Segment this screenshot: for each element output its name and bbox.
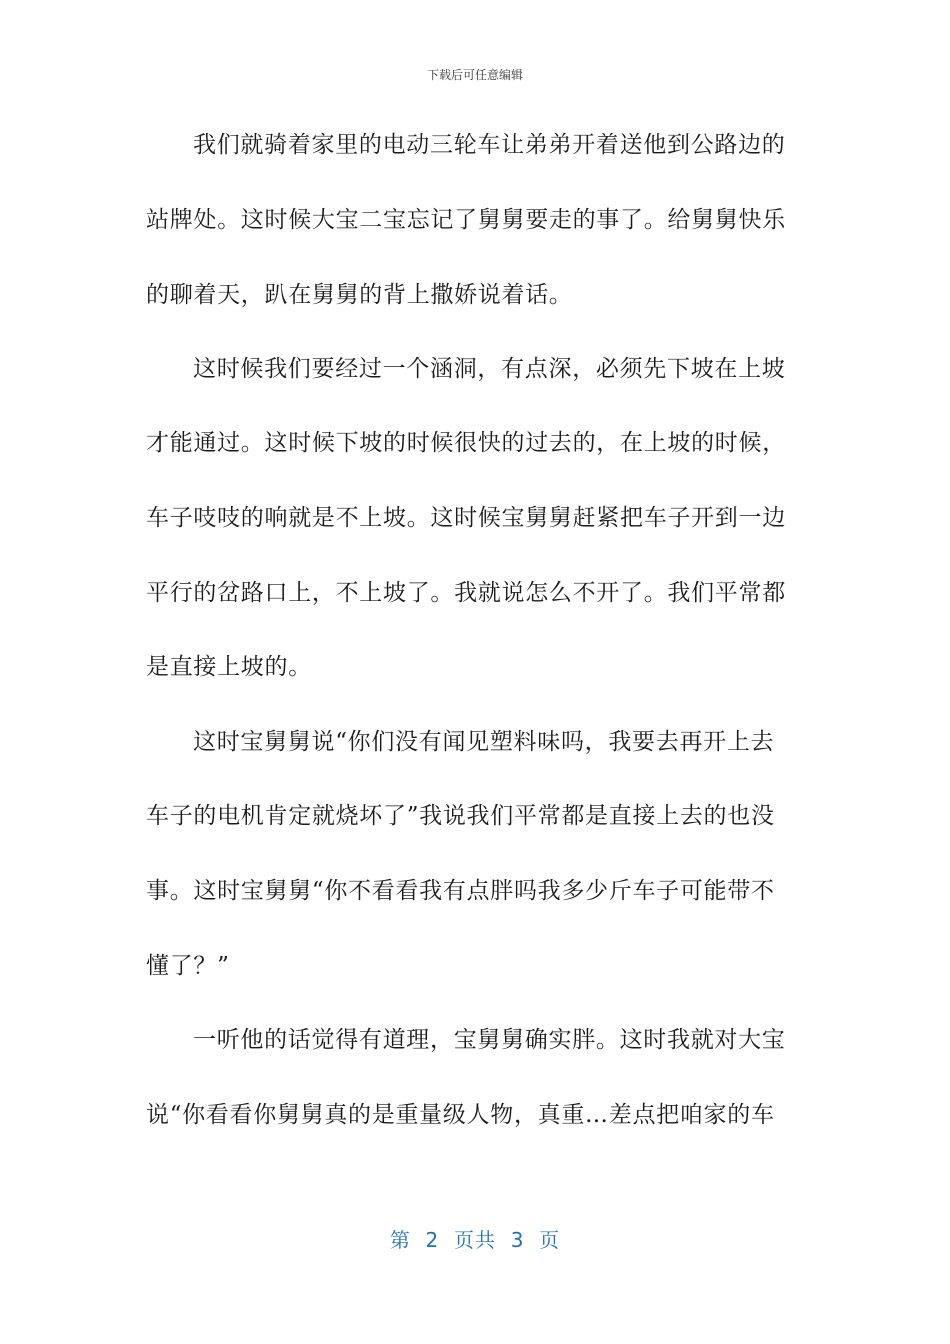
header-note: 下载后可任意编辑	[426, 68, 523, 82]
page-number-label: 第 2 页共 3 页	[389, 1228, 561, 1252]
text-line: 说“你看看你舅舅真的是重量级人物，真重…差点把咱家的车	[146, 1102, 775, 1128]
text-line: 是直接上坡的。	[146, 654, 312, 680]
text-line: 站牌处。这时候大宝二宝忘记了舅舅要走的事了。给舅舅快乐	[146, 207, 786, 233]
text-line: 平行的岔路口上，不上坡了。我就说怎么不开了。我们平常都	[146, 580, 786, 606]
text-line: 懂了？”	[146, 953, 230, 979]
text-line: 这时候我们要经过一个涵洞，有点深，必须先下坡在上坡	[193, 356, 786, 382]
text-line: 才能通过。这时候下坡的时候很快的过去的，在上坡的时候，	[146, 430, 786, 456]
text-line: 这时宝舅舅说“你们没有闻见塑料味吗，我要去再开上去	[193, 729, 775, 755]
text-line: 车子吱吱的响就是不上坡。这时候宝舅舅赶紧把车子开到一边	[146, 505, 786, 531]
page-number-footer	[0, 1224, 950, 1253]
text-line: 车子的电机肯定就烧坏了”我说我们平常都是直接上去的也没	[146, 803, 775, 829]
text-line: 我们就骑着家里的电动三轮车让弟弟开着送他到公路边的	[193, 132, 786, 158]
text-line: 的聊着天，趴在舅舅的背上撒娇说着话。	[146, 282, 573, 308]
text-line: 事。这时宝舅舅“你不看看我有点胖吗我多少斤车子可能带不	[146, 878, 775, 904]
text-line: 一听他的话觉得有道理，宝舅舅确实胖。这时我就对大宝	[193, 1027, 786, 1053]
